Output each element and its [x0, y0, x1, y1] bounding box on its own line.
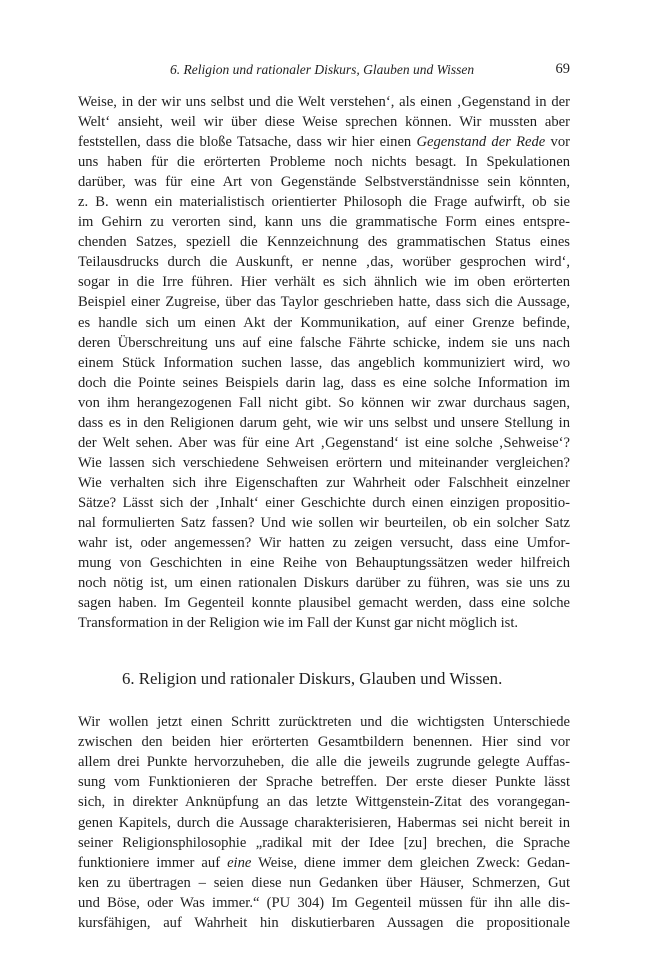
text-line: feststellen, dass die bloße Tatsache, dass wir hier einen Gegenstand der Rede vor — [78, 134, 570, 151]
text-line: Wir wollen jetzt einen Schritt zurücktreten und die wichtigsten Unterschiede — [78, 714, 570, 731]
text-line: Transformation in der Religion wie im Fall der Kunst gar nicht möglich ist. — [78, 615, 519, 632]
running-head — [78, 62, 570, 82]
text-line: sung vom Funktionieren der Sprache betreffen. Der erste dieser Punkte lässt — [78, 774, 570, 791]
text-line: wahr ist, oder angemessen? Wir hatten zu zeigen versucht, dass eine Umfor- — [78, 535, 570, 552]
text-line: sogar in die Irre führen. Hier verhält es sich ähnlich wie im oben erörterten — [78, 274, 570, 291]
page-number: 69 — [555, 61, 570, 77]
text-line: chenden Satzes, speziell die Kennzeichnung des grammatischen Status eines — [78, 234, 570, 251]
text-line: funktioniere immer auf eine Weise, diene immer dem gleichen Zweck: Gedan- — [78, 854, 571, 871]
text-line: und Böse, oder Was immer.“ (PU 304) Im Gegenteil müssen für ihn alle dis- — [78, 894, 570, 911]
text-line: Weise, in der wir uns selbst und die Welt verstehen‘, als einen ‚Gegenstand in der — [78, 94, 570, 110]
text-line: dass es in den Religionen darum geht, wie wir uns selbst und unsere Stellung in — [78, 414, 570, 431]
running-title: 6. Religion und rationaler Diskurs, Glauben und Wissen — [170, 62, 475, 77]
text-line: z. B. wenn ein materialistisch orientierter Philosoph die Frage aufwirft, ob sie — [78, 194, 570, 211]
paragraph-section-start — [78, 712, 570, 933]
text-line: sagen haben. Im Gegenteil konnte plausibel gemacht werden, dass eine solche — [78, 595, 570, 612]
text-line: seiner Religionsphilosophie „radikal mit der Idee [zu] brechen, die Sprache — [78, 834, 570, 851]
text-line: Beispiel einer Zugreise, über das Taylor geschrieben hatte, dass sich die Aussage, — [78, 294, 570, 311]
text-line: darüber, was für eine Art von Gegenstände Selbstverständnisse sein könnten, — [78, 174, 570, 191]
text-line: sich, in direkter Anknüpfung an das letzte Wittgenstein-Zitat des vorangegan- — [78, 794, 570, 811]
text-line: Wie verhalten sich ihre Eigenschaften zur Wahrheit oder Falschheit einzelner — [78, 474, 570, 491]
text-line: kursfähigen, auf Wahrheit hin diskutierbaren Aussagen die propositionale — [78, 914, 570, 931]
text-line: einem Stück Information suchen lasse, das angeblich kommuniziert wird, wo — [78, 354, 570, 371]
text-line: allem drei Punkte hervorzuheben, die alle die jeweils zugrunde gelegte Auffas- — [78, 754, 570, 771]
text-line: uns haben für die erörterten Probleme noch nichts besagt. In Spekulationen — [78, 154, 570, 171]
text-line: nal formulierten Satz fassen? Und wie sollen wir beurteilen, ob ein solcher Satz — [78, 514, 570, 531]
text-line: es handle sich um einen Akt der Kommunikation, auf einer Grenze befinde, — [78, 314, 570, 331]
text-line: ken zu übertragen – seien diese nun Gedanken über Häuser, Schmerzen, Gut — [78, 874, 570, 891]
text-line: noch nötig ist, um einen rationalen Diskurs darüber zu führen, was sie uns zu — [78, 575, 570, 592]
text-line: genen Kapitels, durch die Aussage charakterisieren, Habermas sei nicht bereit in — [78, 814, 570, 831]
text-line: Welt‘ ansieht, weil wir über diese Weise sprechen können. Wir mussten aber — [78, 114, 570, 131]
text-line: mung von Geschichten in eine Reihe von Behauptungssätzen weder hilfreich — [78, 555, 570, 572]
text-line: Wie lassen sich verschiedene Sehweisen erörtern und miteinander vergleichen? — [78, 454, 570, 471]
book-page — [78, 62, 570, 933]
section-heading: 6. Religion und rationaler Diskurs, Glauben und Wissen. — [122, 669, 503, 689]
text-line: Teilausdrucks durch die Auskunft, er nenne ‚das, worüber gesprochen wird‘, — [78, 254, 570, 271]
text-line: doch die Pointe seines Beispiels darin lag, dass es eine solche Information im — [78, 374, 570, 391]
text-line: der Welt sehen. Aber was für eine Art ‚Gegenstand‘ ist eine solche ‚Sehweise‘? — [78, 434, 570, 451]
text-line: im Gehirn zu verorten sind, kann uns die grammatische Form eines entspre- — [78, 214, 570, 231]
text-line: Sätze? Lässt sich der ‚Inhalt‘ einer Geschichte durch einen einzigen propositio- — [78, 494, 570, 511]
text-line: deren Überschreitung uns auf eine falsche Fährte schicke, indem sie uns nach — [78, 334, 570, 351]
text-line: zwischen den beiden hier erörterten Gesamtbildern benennen. Hier sind vor — [78, 734, 570, 751]
text-line: von ihm herangezogenen Fall nicht gibt. So können wir zwar durchaus sagen, — [78, 394, 570, 411]
paragraph-continued — [78, 92, 570, 633]
